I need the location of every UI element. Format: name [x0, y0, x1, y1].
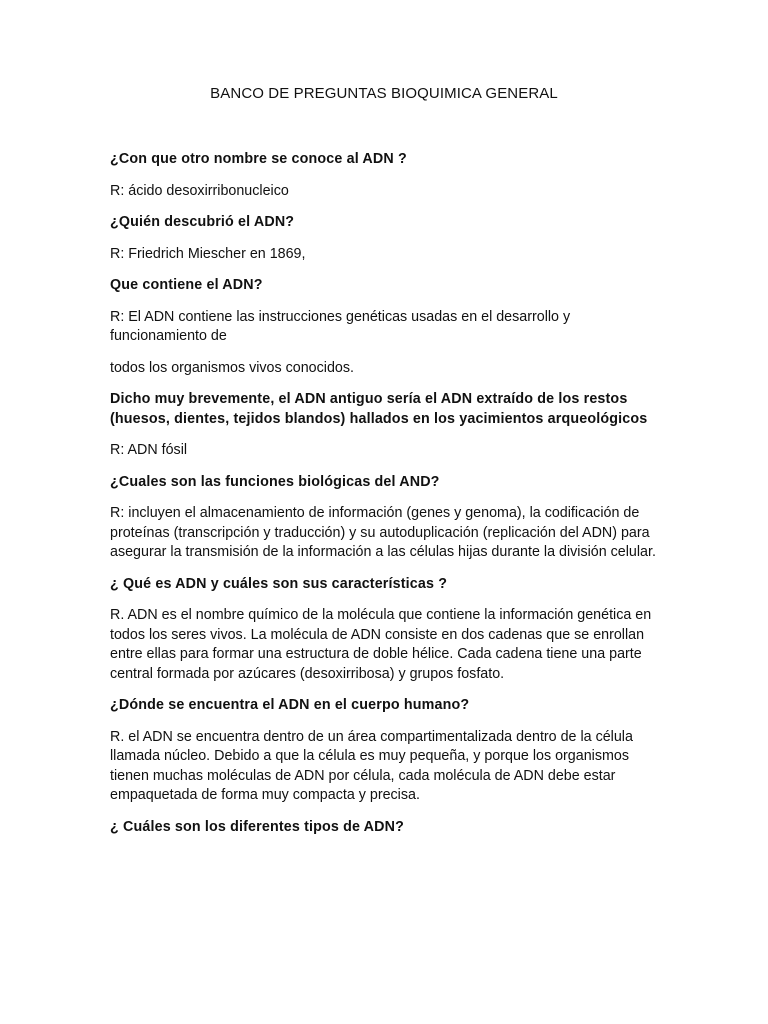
question-5: ¿Cuales son las funciones biológicas del AND?: [110, 473, 440, 490]
answer-5: R: incluyen el almacenamiento de información (genes y genoma), la codificación de proteínas (transcripción y traducción) y su autoduplicación (replicación del ADN) para asegurar la transmisión de la información a las células hijas durante la división celular.: [110, 505, 656, 560]
answer-6: R. ADN es el nombre químico de la molécula que contiene la información genética en todos los seres vivos. La molécula de ADN consiste en dos cadenas que se enrollan entre ellas para formar una estructura de doble hélice. Cada cadena tiene una parte central formada por azúcares (desoxirribosa) y grupos fosfato.: [110, 607, 652, 682]
document-title: BANCO DE PREGUNTAS BIOQUIMICA GENERAL: [210, 85, 558, 102]
answer-7: R. el ADN se encuentra dentro de un área compartimentalizada dentro de la célula llamada núcleo. Debido a que la célula es muy pequeña, y porque los organismos tienen muchas moléculas de ADN por célula, cada molécula de ADN debe estar empaquetada de forma muy compacta y precisa.: [110, 728, 633, 803]
question-2: ¿Quién descubrió el ADN?: [110, 214, 295, 230]
answer-3-continued: todos los organismos vivos conocidos.: [110, 359, 354, 376]
question-3: Que contiene el ADN?: [110, 277, 263, 293]
answer-4: R: ADN fósil: [110, 442, 188, 458]
document-body: [110, 150, 670, 849]
question-6: ¿ Qué es ADN y cuáles son sus características ?: [110, 575, 448, 592]
question-1: ¿Con que otro nombre se conoce al ADN ?: [110, 151, 407, 167]
question-4: Dicho muy brevemente, el ADN antiguo sería el ADN extraído de los restos (huesos, dientes, tejidos blandos) hallados en los yacimientos arqueológicos: [110, 391, 648, 427]
question-7: ¿Dónde se encuentra el ADN en el cuerpo humano?: [110, 697, 470, 713]
answer-2: R: Friedrich Miescher en 1869,: [110, 245, 306, 262]
answer-3: R: El ADN contiene las instrucciones genéticas usadas en el desarrollo y funcionamiento de: [110, 308, 571, 344]
question-8: ¿ Cuáles son los diferentes tipos de ADN?: [110, 818, 404, 835]
answer-1: R: ácido desoxirribonucleico: [110, 182, 289, 199]
